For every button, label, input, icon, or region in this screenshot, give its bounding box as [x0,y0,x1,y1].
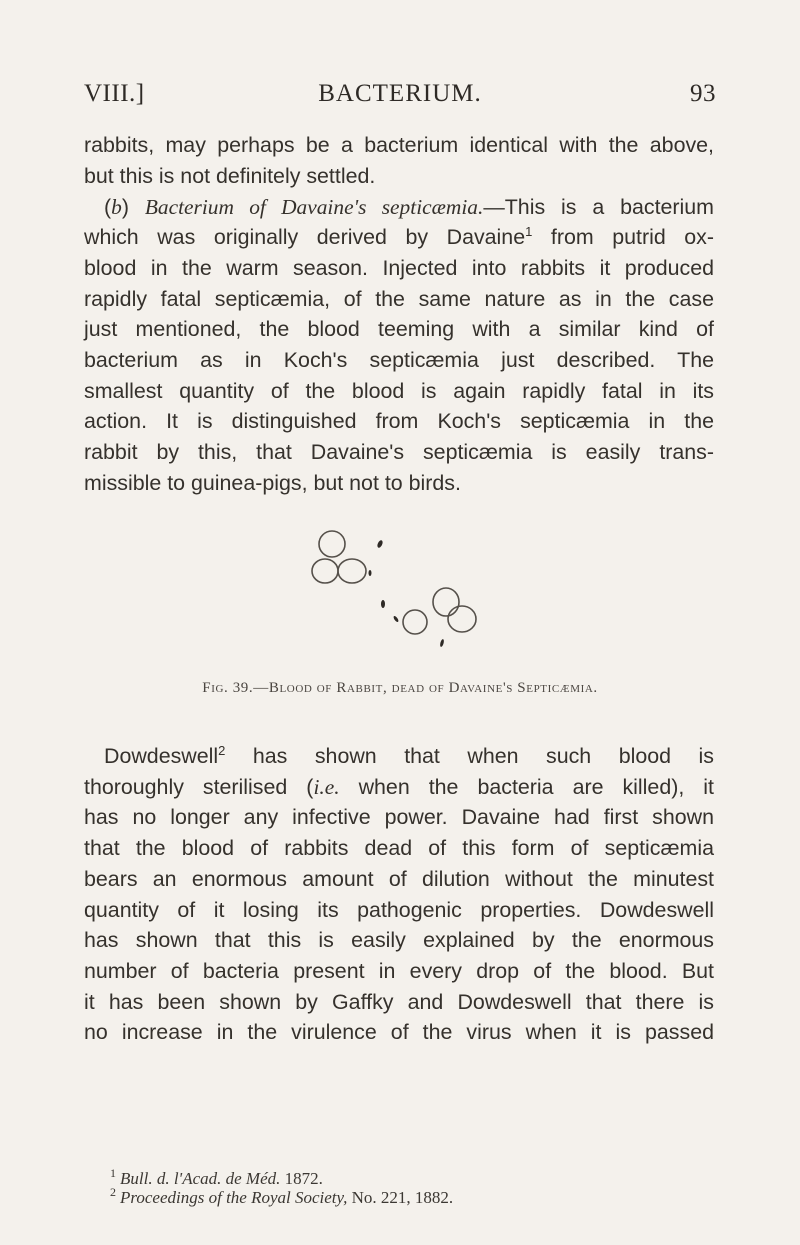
text-line: rabbits, may perhaps be a bacterium identical with the above, [84,133,714,157]
blood-corpuscle [403,610,427,634]
citation-detail: 1872. [280,1169,323,1188]
label-paren: ) [121,194,145,219]
paragraph-3 [84,741,714,1048]
label-letter: b [111,194,122,219]
text-line: has no longer any infective power. Davaine had first shown [84,805,714,830]
page-header-title: BACTERIUM. [318,80,482,107]
text-line: smallest quantity of the blood is again rapidly fatal in its [84,378,714,403]
page-number: 93 [690,80,716,107]
chapter-number: VIII.] [84,80,145,107]
blood-corpuscle [312,559,338,583]
text-line [84,772,714,803]
footnote [110,1185,710,1207]
text-line [84,741,714,772]
text-line: bears an enormous amount of dilution without the minutest [84,866,714,891]
text-line: it has been shown by Gaffky and Dowdeswell that there is [84,989,714,1014]
paragraph-2 [84,192,714,499]
text-run: from putrid ox- [532,225,714,250]
text-line [84,222,714,253]
footnote-number: 2 [110,1185,116,1200]
footnotes [110,1166,710,1207]
text-line: number of bacteria present in every drop of the blood. But [84,958,714,983]
blood-corpuscle [319,531,345,557]
bacterium [393,615,400,623]
label-paren: ( [104,194,112,219]
text-line: has shown that this is easily explained by the enormous [84,928,714,953]
footnote-ref: 1 [525,224,533,240]
blood-corpuscle [433,588,459,616]
text-line: rapidly fatal septicæmia, of the same nature as in the case [84,286,714,311]
running-head [84,80,716,112]
figure-label: Fig. 39. [202,680,254,696]
citation-title: Proceedings of the Royal Society, [120,1188,348,1207]
text-run: has shown that when such blood is [225,744,714,768]
text-line: blood in the warm season. Injected into rabbits it produced [84,255,714,280]
text-run: when the bacteria are killed), it [339,774,714,799]
figure-caption [0,680,800,697]
bacterium [369,570,372,576]
text-line: but this is not definitely settled. [84,163,376,188]
section-title: Bacterium of Davaine's septicæmia. [144,194,484,219]
footnote [110,1166,710,1188]
blood-cells-figure [310,520,530,670]
text-line: that the blood of rabbits dead of this form of septicæmia [84,836,714,861]
text-line [84,192,714,223]
text-line: rabbit by this, that Davaine's septicæmia is easily trans- [84,440,714,465]
abbreviation: i.e. [313,774,340,799]
citation-title: Bull. d. l'Acad. de Méd. [120,1169,281,1188]
text-line: bacterium as in Koch's septicæmia just described. The [84,348,714,373]
blood-corpuscle [338,559,366,583]
text-line: just mentioned, the blood teeming with a similar kind of [84,317,714,342]
citation-detail: No. 221, 1882. [347,1188,454,1207]
bacterium [381,600,385,608]
text-run: Dowdeswell [104,744,219,768]
text-run: which was originally derived by Davaine [84,225,526,250]
text-run: —This is a bacterium [483,194,714,219]
paragraph-1 [84,130,714,191]
caption-text: —Blood of Rabbit, dead of Davaine's Septicæmia. [253,680,598,696]
bacterium [439,639,444,648]
text-line: action. It is distinguished from Koch's septicæmia in the [84,409,714,434]
footnote-number: 1 [110,1166,116,1181]
text-line: missible to guinea-pigs, but not to birds. [84,470,461,495]
text-line: no increase in the virulence of the virus when it is passed [84,1020,714,1045]
text-run: thoroughly sterilised ( [84,774,314,799]
footnote-ref: 2 [218,742,226,758]
blood-corpuscle [448,606,476,632]
text-line: quantity of it losing its pathogenic properties. Dowdeswell [84,897,714,922]
bacterium [376,539,383,548]
